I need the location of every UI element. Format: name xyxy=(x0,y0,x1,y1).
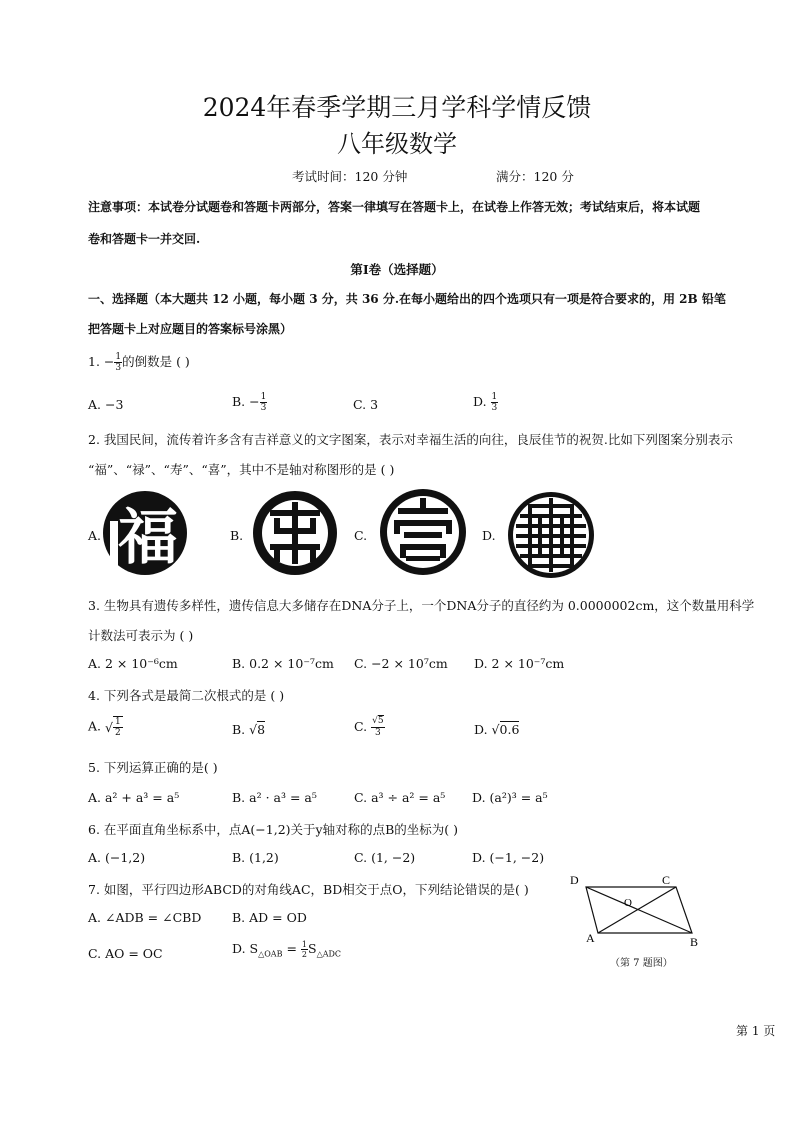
q1-stem-suffix: 的倒数是 ( ) xyxy=(122,354,190,369)
full-score: 满分：120 分 xyxy=(496,169,574,184)
exam-subtitle: 八年级数学 xyxy=(337,130,457,158)
diagonal-ac xyxy=(598,887,676,933)
q3-line-1: 3. 生物具有遗传多样性，遗传信息大多储存在DNA分子上，一个DNA分子的直径约为 0.0000002cm，这个数量用科学 xyxy=(88,598,755,613)
q6-option-c: C. (1, −2) xyxy=(354,850,416,865)
q7-option-d: D. $S_{\triangle OAB}$ = $\frac{1}{2}$ $S_{\triangle ADC}$ xyxy=(232,940,342,959)
q6-option-a: A. (−1,2) xyxy=(88,850,146,865)
q6-option-b: B. (1,2) xyxy=(232,850,279,865)
section-intro-2: 把答题卡上对应题目的答案标号涂黑） xyxy=(88,322,293,336)
notice-line-2: 卷和答题卡一并交回. xyxy=(88,232,201,246)
q6-stem: 6. 在平面直角坐标系中，点A(−1,2)关于y轴对称的点B的坐标为( ) xyxy=(88,822,459,837)
q7-option-b: B. AD = OD xyxy=(232,910,307,925)
q3-option-a: A. 2 × 10⁻⁶cm xyxy=(88,656,178,671)
q1-stem-prefix: 1. − xyxy=(88,354,115,369)
q2-option-c-label: C. xyxy=(354,528,368,543)
q5-option-d: D. (a²)³ = a⁵ xyxy=(472,790,548,805)
q3-option-b: B. 0.2 × 10⁻⁷cm xyxy=(232,656,334,671)
q3-option-d: D. 2 × 10⁻⁷cm xyxy=(474,656,565,671)
diagonal-db xyxy=(586,887,692,933)
lu-symbol-icon xyxy=(250,488,340,578)
q5-option-a: A. a² + a³ = a⁵ xyxy=(88,790,180,805)
q7-stem: 7. 如图，平行四边形ABCD的对角线AC，BD相交于点O，下列结论错误的是( ) xyxy=(88,882,529,897)
q2-option-b-label: B. xyxy=(230,528,244,543)
figure-caption: （第 7 题图） xyxy=(610,958,673,969)
shou-symbol-icon xyxy=(378,486,468,578)
q1-option-a: A. −3 xyxy=(88,397,124,412)
q3-line-2: 计数法可表示为 ( ) xyxy=(88,628,194,643)
svg-text:福: 福 xyxy=(118,505,178,571)
fu-symbol-icon xyxy=(100,488,190,578)
q5-option-c: C. a³ ÷ a² = a⁵ xyxy=(354,790,446,805)
q7-option-a: A. ∠ADB = ∠CBD xyxy=(88,910,202,925)
parallelogram-figure xyxy=(564,870,714,950)
page-number: 第 1 页 xyxy=(736,1024,776,1038)
exam-time: 考试时间：120 分钟 xyxy=(292,169,408,184)
q5-option-b: B. a² · a³ = a⁵ xyxy=(232,790,317,805)
exam-title: 2024年春季学期三月学科学情反馈 xyxy=(202,93,592,122)
q4-option-b: B. √8 xyxy=(232,722,266,737)
q7-option-c: C. AO = OC xyxy=(88,946,163,961)
q4-option-d: D. √0.6 xyxy=(474,722,520,737)
q3-option-c: C. −2 × 10⁷cm xyxy=(354,656,448,671)
q1-option-b: B. − $\frac{1}{3}$ xyxy=(232,392,267,413)
q2-option-a-label: A. xyxy=(88,528,102,543)
q2-line-2: “福”、“禄”、“寿”、“喜”，其中不是轴对称图形的是 ( ) xyxy=(88,462,395,477)
label-a: A xyxy=(586,931,595,945)
q4-option-a: A. √ $\frac{1}{2}$ xyxy=(88,717,121,738)
q2-line-1: 2. 我国民间，流传着许多含有吉祥意义的文字图案，表示对幸福生活的向往，良辰佳节的祝贺.比如下列图案分别表示 xyxy=(88,432,733,447)
label-b: B xyxy=(690,935,699,949)
q1-stem xyxy=(88,352,190,373)
label-o: O xyxy=(624,897,632,909)
q5-stem: 5. 下列运算正确的是( ) xyxy=(88,760,218,775)
q6-option-d: D. (−1, −2) xyxy=(472,850,545,865)
q4-stem: 4. 下列各式是最简二次根式的是 ( ) xyxy=(88,688,285,703)
q4-option-c: C. $\frac{√5}{3}$ xyxy=(354,716,384,738)
q2-option-d-label: D. xyxy=(482,528,496,543)
section-intro-1: 一、选择题（本大题共 12 小题，每小题 3 分，共 36 分.在每小题给出的四个选项只有一项是符合要求的，用 2B 铅笔 xyxy=(88,292,726,306)
label-c: C xyxy=(662,873,671,887)
label-d: D xyxy=(570,873,579,887)
q1-option-d: D. $\frac{1}{3}$ xyxy=(473,392,498,413)
xi-symbol-icon xyxy=(506,490,596,580)
part-title: 第Ⅰ卷（选择题） xyxy=(350,262,444,277)
q1-fraction: $\frac{1}{3}$ xyxy=(115,352,122,373)
q1-option-c: C. 3 xyxy=(353,397,379,412)
notice-line-1: 注意事项：本试卷分试题卷和答题卡两部分，答案一律填写在答题卡上，在试卷上作答无效；考试结束后，将本试题 xyxy=(88,200,701,214)
